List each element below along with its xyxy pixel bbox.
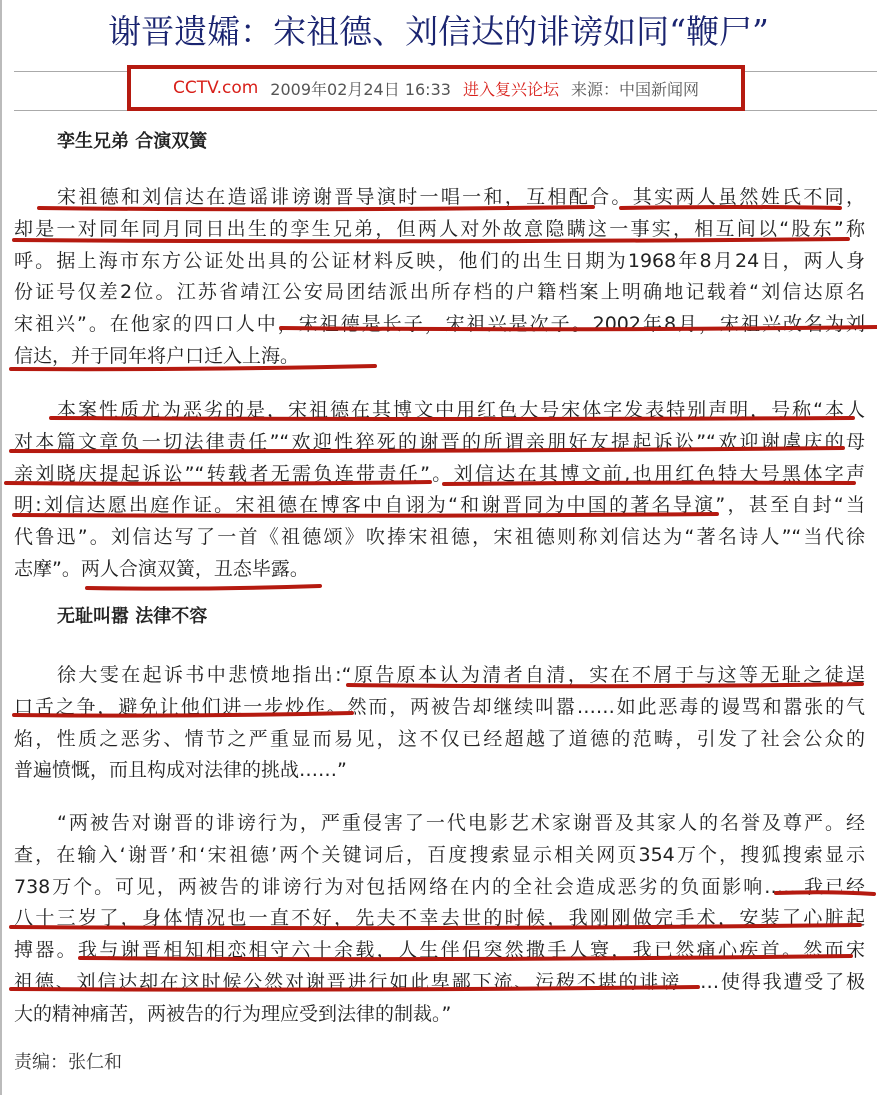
- paragraph-line: 却是一对同年同月同日出生的孪生兄弟，但两人对外故意隐瞒这一事实，相互间以“股东”称: [14, 217, 865, 240]
- paragraph-line: 对本篇文章负一切法律责任”“欢迎性猝死的谢晋的所谓亲朋好友提起诉讼”“欢迎谢虞庆的母: [14, 430, 865, 453]
- source-label: 来源：中国新闻网: [570, 79, 699, 99]
- paragraph-line: 宋祖兴”。在他家的四口人中，宋祖德是长子，宋祖兴是次子。2002年8月，宋祖兴改名为刘: [14, 313, 865, 336]
- paragraph-line: 本案性质尤为恶劣的是，宋祖德在其博文中用红色大号宋体字发表特别声明，号称“本人: [57, 399, 865, 421]
- paragraph-line: 宋祖德和刘信达在造谣诽谤谢晋导演时一唱一和，互相配合。其实两人虽然姓氏不同，: [57, 186, 865, 208]
- paragraph-line: 普遍愤慨，而且构成对法律的挑战……”: [14, 759, 347, 782]
- editor-credit: 责编：张仁和: [14, 1052, 122, 1073]
- paragraph-line: 查，在输入‘谢晋’和‘宋祖德’两个关键词后，百度搜索显示相关网页354万个，搜狐搜索显示: [14, 843, 865, 866]
- article-title: 谢晋遗孀：宋祖德、刘信达的诽谤如同“鞭尸”: [108, 12, 769, 51]
- paragraph-line: 口舌之争，避免让他们进一步炒作。然而，两被告却继续叫嚣……如此恶毒的谩骂和嚣张的气: [14, 695, 865, 718]
- section-heading: 孪生兄弟 合演双簧: [57, 131, 208, 152]
- page-left-border: [0, 0, 2, 1095]
- paragraph-line: 徐大雯在起诉书中悲愤地指出:“原告原本认为清者自清，实在不屑于与这等无耻之徒逞: [57, 664, 865, 686]
- paragraph-line: 信达，并于同年将户口迁入上海。: [14, 345, 300, 367]
- paragraph-line: 搏器。我与谢晋相知相恋相守六十余载，人生伴侣突然撒手人寰，我已然痛心疾首。然而宋: [14, 939, 865, 962]
- paragraph-line: 祖德、刘信达却在这时候公然对谢晋进行如此卑鄙下流、污秽不堪的诽谤……使得我遭受了极: [14, 971, 865, 993]
- paragraph-line: 明:刘信达愿出庭作证。宋祖德在博客中自诩为“和谢晋同为中国的著名导演”，甚至自封“当: [14, 494, 865, 517]
- section-heading: 无耻叫嚣 法律不容: [57, 606, 208, 627]
- paragraph-line: “两被告对谢晋的诽谤行为，严重侵害了一代电影艺术家谢晋及其家人的名誉及尊严。经: [57, 812, 865, 834]
- paragraph-line: 738万个。可见，两被告的诽谤行为对包括网络在内的全社会造成恶劣的负面影响……我已经: [14, 875, 865, 898]
- site-logo-text[interactable]: CCTV.com: [173, 78, 259, 98]
- paragraph-line: 大的精神痛苦，两被告的行为理应受到法律的制裁。”: [14, 1002, 452, 1025]
- paragraph-line: 亲刘晓庆提起诉讼”“转载者无需负连带责任”。刘信达在其博文前,也用红色特大号黑体字声: [14, 462, 865, 485]
- paragraph-line: 八十三岁了，身体情况也一直不好，先夫不幸去世的时候，我刚刚做完手术，安装了心脏起: [14, 907, 865, 930]
- paragraph-line: 代鲁迅”。刘信达写了一首《祖德颂》吹捧宋祖德，宋祖德则称刘信达为“著名诗人”“当代徐: [14, 526, 865, 549]
- paragraph-line: 焰，性质之恶劣、情节之严重显而易见，这不仅已经超越了道德的范畴，引发了社会公众的: [14, 727, 865, 750]
- publish-datetime: 2009年02月24日 16:33: [270, 79, 451, 99]
- paragraph-line: 志摩”。两人合演双簧，丑态毕露。: [14, 558, 309, 580]
- forum-link[interactable]: 进入复兴论坛: [462, 79, 559, 99]
- underline: [87, 586, 320, 589]
- article-meta-bar: [127, 65, 745, 111]
- paragraph-line: 份证号仅差2位。江苏省靖江公安局团结派出所存档的户籍档案上明确地记载着“刘信达原名: [14, 281, 865, 304]
- paragraph-line: 呼。据上海市东方公证处出具的公证材料反映，他们的出生日期为1968年8月24日，两人身: [14, 249, 865, 272]
